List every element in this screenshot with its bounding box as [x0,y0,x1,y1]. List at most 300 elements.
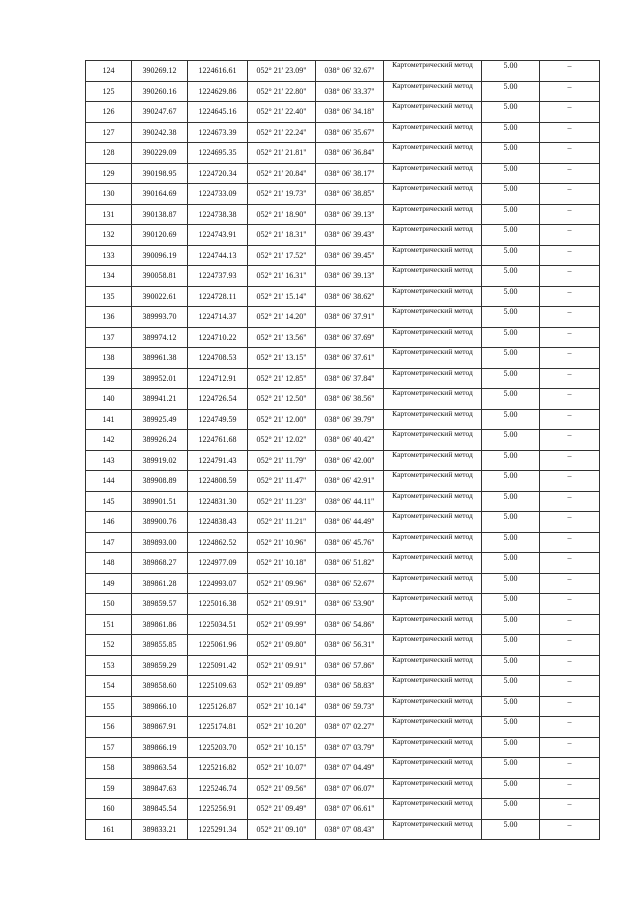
latitude-cell: 052° 21' 09.89" [248,676,316,697]
accuracy-cell: 5.00 [482,430,540,451]
point-number-cell: 124 [86,61,132,82]
latitude-cell: 052° 21' 14.20" [248,307,316,328]
longitude-cell: 038° 06' 38.17" [316,163,384,184]
table-row [86,471,600,492]
x-coordinate-cell: 390242.38 [132,122,188,143]
x-coordinate-cell: 389926.24 [132,430,188,451]
latitude-cell: 052° 21' 16.31" [248,266,316,287]
method-cell: Картометрический метод [384,819,482,840]
accuracy-cell: 5.00 [482,655,540,676]
method-cell: Картометрический метод [384,163,482,184]
x-coordinate-cell: 389961.38 [132,348,188,369]
y-coordinate-cell: 1224645.16 [188,102,248,123]
y-coordinate-cell: 1225291.34 [188,819,248,840]
accuracy-cell: 5.00 [482,143,540,164]
longitude-cell: 038° 06' 33.37" [316,81,384,102]
point-number-cell: 146 [86,512,132,533]
note-cell: – [540,799,600,820]
note-cell: – [540,430,600,451]
y-coordinate-cell: 1224720.34 [188,163,248,184]
point-number-cell: 144 [86,471,132,492]
longitude-cell: 038° 06' 44.49" [316,512,384,533]
longitude-cell: 038° 07' 08.43" [316,819,384,840]
point-number-cell: 159 [86,778,132,799]
table-row [86,286,600,307]
accuracy-cell: 5.00 [482,819,540,840]
x-coordinate-cell: 389861.28 [132,573,188,594]
y-coordinate-cell: 1224838.43 [188,512,248,533]
note-cell: – [540,635,600,656]
point-number-cell: 150 [86,594,132,615]
point-number-cell: 155 [86,696,132,717]
table-row [86,307,600,328]
point-number-cell: 156 [86,717,132,738]
table-row [86,532,600,553]
latitude-cell: 052° 21' 20.84" [248,163,316,184]
point-number-cell: 131 [86,204,132,225]
latitude-cell: 052° 21' 15.14" [248,286,316,307]
point-number-cell: 127 [86,122,132,143]
note-cell: – [540,122,600,143]
latitude-cell: 052° 21' 10.15" [248,737,316,758]
table-row [86,225,600,246]
latitude-cell: 052° 21' 09.56" [248,778,316,799]
method-cell: Картометрический метод [384,635,482,656]
x-coordinate-cell: 390229.09 [132,143,188,164]
x-coordinate-cell: 389859.57 [132,594,188,615]
longitude-cell: 038° 07' 03.79" [316,737,384,758]
table-row [86,122,600,143]
table-row [86,389,600,410]
latitude-cell: 052° 21' 11.21" [248,512,316,533]
longitude-cell: 038° 06' 57.86" [316,655,384,676]
note-cell: – [540,348,600,369]
y-coordinate-cell: 1225246.74 [188,778,248,799]
table-row [86,635,600,656]
table-row [86,102,600,123]
point-number-cell: 133 [86,245,132,266]
x-coordinate-cell: 389908.89 [132,471,188,492]
method-cell: Картометрический метод [384,573,482,594]
table-body [86,61,600,840]
x-coordinate-cell: 390198.95 [132,163,188,184]
point-number-cell: 134 [86,266,132,287]
table-row [86,348,600,369]
y-coordinate-cell: 1225174.81 [188,717,248,738]
table-row [86,676,600,697]
point-number-cell: 142 [86,430,132,451]
x-coordinate-cell: 389867.91 [132,717,188,738]
x-coordinate-cell: 390247.67 [132,102,188,123]
y-coordinate-cell: 1224726.54 [188,389,248,410]
table-row [86,81,600,102]
method-cell: Картометрический метод [384,532,482,553]
y-coordinate-cell: 1224761.68 [188,430,248,451]
longitude-cell: 038° 06' 36.84" [316,143,384,164]
latitude-cell: 052° 21' 10.20" [248,717,316,738]
y-coordinate-cell: 1224712.91 [188,368,248,389]
method-cell: Картометрический метод [384,409,482,430]
table-row [86,409,600,430]
table-row [86,696,600,717]
table-row [86,430,600,451]
point-number-cell: 153 [86,655,132,676]
longitude-cell: 038° 06' 42.91" [316,471,384,492]
accuracy-cell: 5.00 [482,245,540,266]
table-row [86,184,600,205]
accuracy-cell: 5.00 [482,102,540,123]
y-coordinate-cell: 1225216.82 [188,758,248,779]
accuracy-cell: 5.00 [482,348,540,369]
accuracy-cell: 5.00 [482,389,540,410]
latitude-cell: 052° 21' 09.91" [248,655,316,676]
method-cell: Картометрический метод [384,553,482,574]
note-cell: – [540,81,600,102]
method-cell: Картометрический метод [384,737,482,758]
x-coordinate-cell: 389866.10 [132,696,188,717]
point-number-cell: 157 [86,737,132,758]
latitude-cell: 052° 21' 22.24" [248,122,316,143]
point-number-cell: 136 [86,307,132,328]
note-cell: – [540,553,600,574]
latitude-cell: 052° 21' 22.40" [248,102,316,123]
method-cell: Картометрический метод [384,512,482,533]
method-cell: Картометрический метод [384,266,482,287]
x-coordinate-cell: 389900.76 [132,512,188,533]
y-coordinate-cell: 1224616.61 [188,61,248,82]
method-cell: Картометрический метод [384,696,482,717]
accuracy-cell: 5.00 [482,122,540,143]
method-cell: Картометрический метод [384,102,482,123]
latitude-cell: 052° 21' 12.02" [248,430,316,451]
point-number-cell: 126 [86,102,132,123]
point-number-cell: 143 [86,450,132,471]
table-row [86,204,600,225]
longitude-cell: 038° 06' 37.84" [316,368,384,389]
latitude-cell: 052° 21' 09.96" [248,573,316,594]
longitude-cell: 038° 06' 42.00" [316,450,384,471]
longitude-cell: 038° 06' 38.85" [316,184,384,205]
longitude-cell: 038° 06' 37.91" [316,307,384,328]
accuracy-cell: 5.00 [482,368,540,389]
point-number-cell: 148 [86,553,132,574]
note-cell: – [540,778,600,799]
method-cell: Картометрический метод [384,327,482,348]
x-coordinate-cell: 389863.54 [132,758,188,779]
x-coordinate-cell: 389919.02 [132,450,188,471]
accuracy-cell: 5.00 [482,81,540,102]
note-cell: – [540,245,600,266]
accuracy-cell: 5.00 [482,799,540,820]
point-number-cell: 137 [86,327,132,348]
longitude-cell: 038° 06' 44.11" [316,491,384,512]
y-coordinate-cell: 1224791.43 [188,450,248,471]
accuracy-cell: 5.00 [482,778,540,799]
table-row [86,143,600,164]
method-cell: Картометрический метод [384,471,482,492]
table-row [86,245,600,266]
y-coordinate-cell: 1225109.63 [188,676,248,697]
accuracy-cell: 5.00 [482,532,540,553]
method-cell: Картометрический метод [384,799,482,820]
y-coordinate-cell: 1225203.70 [188,737,248,758]
y-coordinate-cell: 1224743.91 [188,225,248,246]
accuracy-cell: 5.00 [482,717,540,738]
point-number-cell: 140 [86,389,132,410]
method-cell: Картометрический метод [384,143,482,164]
note-cell: – [540,368,600,389]
longitude-cell: 038° 06' 39.13" [316,204,384,225]
table-row [86,819,600,840]
latitude-cell: 052° 21' 10.14" [248,696,316,717]
accuracy-cell: 5.00 [482,696,540,717]
point-number-cell: 152 [86,635,132,656]
note-cell: – [540,512,600,533]
y-coordinate-cell: 1224733.09 [188,184,248,205]
y-coordinate-cell: 1224710.22 [188,327,248,348]
x-coordinate-cell: 389868.27 [132,553,188,574]
point-number-cell: 141 [86,409,132,430]
longitude-cell: 038° 06' 52.67" [316,573,384,594]
accuracy-cell: 5.00 [482,491,540,512]
note-cell: – [540,594,600,615]
x-coordinate-cell: 389855.85 [132,635,188,656]
accuracy-cell: 5.00 [482,307,540,328]
longitude-cell: 038° 06' 37.61" [316,348,384,369]
y-coordinate-cell: 1224862.52 [188,532,248,553]
latitude-cell: 052° 21' 09.99" [248,614,316,635]
table-row [86,553,600,574]
y-coordinate-cell: 1225034.51 [188,614,248,635]
point-number-cell: 145 [86,491,132,512]
note-cell: – [540,491,600,512]
longitude-cell: 038° 06' 56.31" [316,635,384,656]
accuracy-cell: 5.00 [482,594,540,615]
x-coordinate-cell: 389925.49 [132,409,188,430]
longitude-cell: 038° 06' 53.90" [316,594,384,615]
accuracy-cell: 5.00 [482,553,540,574]
note-cell: – [540,389,600,410]
table-row [86,758,600,779]
note-cell: – [540,450,600,471]
latitude-cell: 052° 21' 12.85" [248,368,316,389]
note-cell: – [540,471,600,492]
accuracy-cell: 5.00 [482,471,540,492]
note-cell: – [540,717,600,738]
table-row [86,614,600,635]
table-row [86,655,600,676]
point-number-cell: 129 [86,163,132,184]
x-coordinate-cell: 389861.86 [132,614,188,635]
y-coordinate-cell: 1224738.38 [188,204,248,225]
latitude-cell: 052° 21' 17.52" [248,245,316,266]
method-cell: Картометрический метод [384,491,482,512]
method-cell: Картометрический метод [384,676,482,697]
method-cell: Картометрический метод [384,122,482,143]
coordinates-table [85,60,600,840]
note-cell: – [540,163,600,184]
method-cell: Картометрический метод [384,307,482,328]
note-cell: – [540,573,600,594]
point-number-cell: 161 [86,819,132,840]
method-cell: Картометрический метод [384,778,482,799]
table-row [86,799,600,820]
table-row [86,266,600,287]
y-coordinate-cell: 1224744.13 [188,245,248,266]
x-coordinate-cell: 389974.12 [132,327,188,348]
y-coordinate-cell: 1224708.53 [188,348,248,369]
x-coordinate-cell: 390138.87 [132,204,188,225]
y-coordinate-cell: 1224977.09 [188,553,248,574]
latitude-cell: 052° 21' 19.73" [248,184,316,205]
table-row [86,491,600,512]
point-number-cell: 128 [86,143,132,164]
method-cell: Картометрический метод [384,286,482,307]
accuracy-cell: 5.00 [482,266,540,287]
note-cell: – [540,184,600,205]
point-number-cell: 160 [86,799,132,820]
note-cell: – [540,204,600,225]
y-coordinate-cell: 1224673.39 [188,122,248,143]
point-number-cell: 139 [86,368,132,389]
note-cell: – [540,819,600,840]
method-cell: Картометрический метод [384,245,482,266]
accuracy-cell: 5.00 [482,163,540,184]
y-coordinate-cell: 1224629.86 [188,81,248,102]
point-number-cell: 154 [86,676,132,697]
accuracy-cell: 5.00 [482,512,540,533]
note-cell: – [540,655,600,676]
longitude-cell: 038° 07' 06.61" [316,799,384,820]
note-cell: – [540,102,600,123]
note-cell: – [540,286,600,307]
x-coordinate-cell: 389866.19 [132,737,188,758]
y-coordinate-cell: 1224728.11 [188,286,248,307]
accuracy-cell: 5.00 [482,635,540,656]
y-coordinate-cell: 1225016.38 [188,594,248,615]
y-coordinate-cell: 1225256.91 [188,799,248,820]
method-cell: Картометрический метод [384,348,482,369]
point-number-cell: 138 [86,348,132,369]
x-coordinate-cell: 390269.12 [132,61,188,82]
note-cell: – [540,327,600,348]
latitude-cell: 052° 21' 09.10" [248,819,316,840]
longitude-cell: 038° 07' 02.27" [316,717,384,738]
latitude-cell: 052° 21' 09.49" [248,799,316,820]
table-row [86,327,600,348]
latitude-cell: 052° 21' 22.80" [248,81,316,102]
longitude-cell: 038° 06' 32.67" [316,61,384,82]
table-row [86,717,600,738]
y-coordinate-cell: 1224749.59 [188,409,248,430]
point-number-cell: 151 [86,614,132,635]
x-coordinate-cell: 389952.01 [132,368,188,389]
accuracy-cell: 5.00 [482,327,540,348]
accuracy-cell: 5.00 [482,737,540,758]
x-coordinate-cell: 389845.54 [132,799,188,820]
accuracy-cell: 5.00 [482,61,540,82]
accuracy-cell: 5.00 [482,184,540,205]
table-row [86,778,600,799]
longitude-cell: 038° 06' 58.83" [316,676,384,697]
point-number-cell: 158 [86,758,132,779]
x-coordinate-cell: 390120.69 [132,225,188,246]
note-cell: – [540,614,600,635]
latitude-cell: 052° 21' 10.07" [248,758,316,779]
table-row [86,450,600,471]
latitude-cell: 052° 21' 21.81" [248,143,316,164]
note-cell: – [540,266,600,287]
note-cell: – [540,409,600,430]
table-row [86,61,600,82]
y-coordinate-cell: 1225091.42 [188,655,248,676]
y-coordinate-cell: 1225061.96 [188,635,248,656]
x-coordinate-cell: 389893.00 [132,532,188,553]
note-cell: – [540,758,600,779]
x-coordinate-cell: 390058.81 [132,266,188,287]
longitude-cell: 038° 06' 35.67" [316,122,384,143]
y-coordinate-cell: 1224993.07 [188,573,248,594]
note-cell: – [540,737,600,758]
method-cell: Картометрический метод [384,204,482,225]
method-cell: Картометрический метод [384,368,482,389]
method-cell: Картометрический метод [384,758,482,779]
table-row [86,512,600,533]
latitude-cell: 052° 21' 18.31" [248,225,316,246]
longitude-cell: 038° 07' 06.07" [316,778,384,799]
longitude-cell: 038° 06' 54.86" [316,614,384,635]
longitude-cell: 038° 06' 39.45" [316,245,384,266]
latitude-cell: 052° 21' 23.09" [248,61,316,82]
y-coordinate-cell: 1224737.93 [188,266,248,287]
method-cell: Картометрический метод [384,614,482,635]
longitude-cell: 038° 06' 39.13" [316,266,384,287]
longitude-cell: 038° 06' 45.76" [316,532,384,553]
x-coordinate-cell: 390022.61 [132,286,188,307]
note-cell: – [540,225,600,246]
accuracy-cell: 5.00 [482,286,540,307]
x-coordinate-cell: 389941.21 [132,389,188,410]
y-coordinate-cell: 1224808.59 [188,471,248,492]
point-number-cell: 147 [86,532,132,553]
table-row [86,737,600,758]
y-coordinate-cell: 1224695.35 [188,143,248,164]
table-row [86,573,600,594]
latitude-cell: 052° 21' 12.50" [248,389,316,410]
x-coordinate-cell: 390164.69 [132,184,188,205]
method-cell: Картометрический метод [384,61,482,82]
longitude-cell: 038° 06' 38.56" [316,389,384,410]
method-cell: Картометрический метод [384,184,482,205]
point-number-cell: 135 [86,286,132,307]
y-coordinate-cell: 1224714.37 [188,307,248,328]
latitude-cell: 052° 21' 11.47" [248,471,316,492]
longitude-cell: 038° 06' 51.82" [316,553,384,574]
latitude-cell: 052° 21' 11.79" [248,450,316,471]
accuracy-cell: 5.00 [482,676,540,697]
accuracy-cell: 5.00 [482,614,540,635]
method-cell: Картометрический метод [384,450,482,471]
longitude-cell: 038° 06' 40.42" [316,430,384,451]
latitude-cell: 052° 21' 09.80" [248,635,316,656]
latitude-cell: 052° 21' 13.15" [248,348,316,369]
note-cell: – [540,143,600,164]
longitude-cell: 038° 06' 34.18" [316,102,384,123]
longitude-cell: 038° 06' 59.73" [316,696,384,717]
note-cell: – [540,676,600,697]
x-coordinate-cell: 389847.63 [132,778,188,799]
latitude-cell: 052° 21' 12.00" [248,409,316,430]
